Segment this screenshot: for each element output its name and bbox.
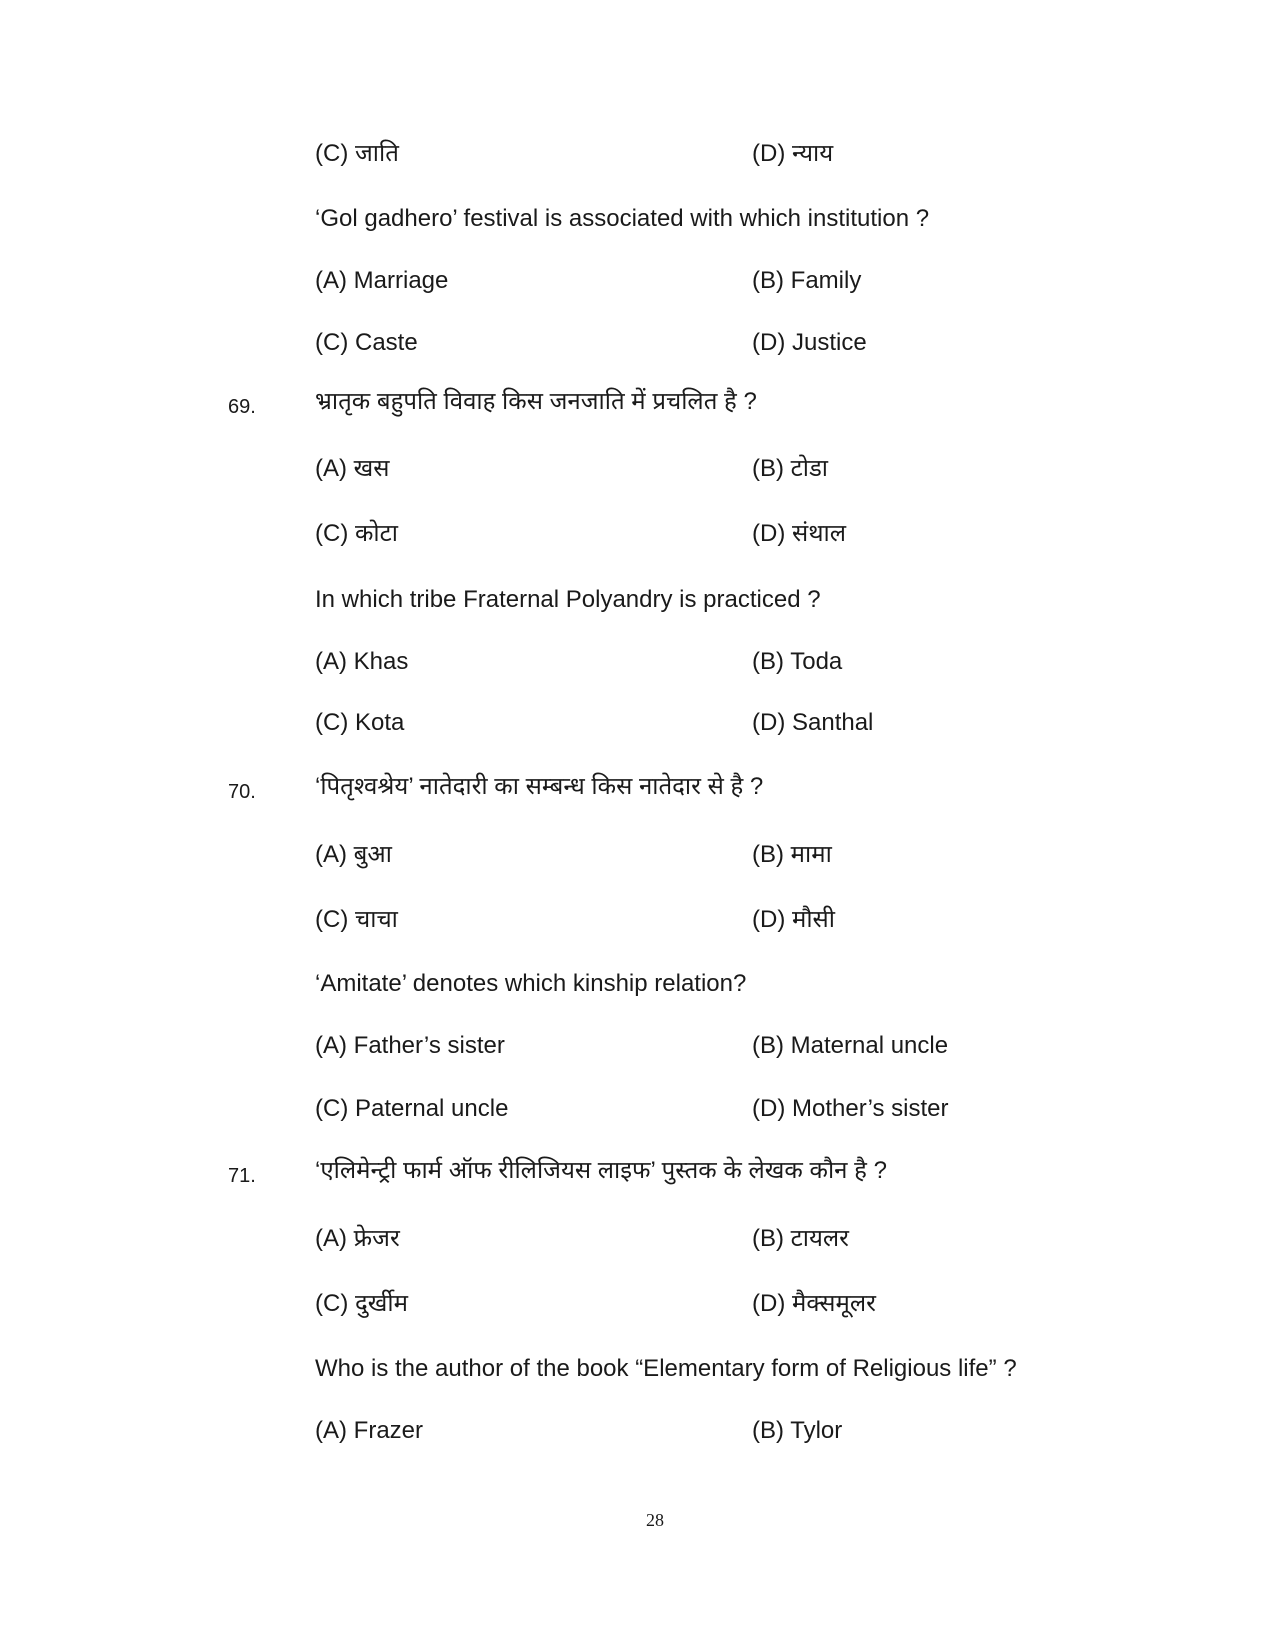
q68-english-option-c: (C) Caste xyxy=(315,329,418,356)
q69-hindi-stem: भ्रातृक बहुपति विवाह किस जनजाति में प्रचलित है ? xyxy=(315,388,757,415)
q68-english-option-d: (D) Justice xyxy=(752,329,867,356)
q70-english-stem: ‘Amitate’ denotes which kinship relation? xyxy=(315,970,747,997)
q69-english-stem: In which tribe Fraternal Polyandry is practiced ? xyxy=(315,586,821,613)
q68-english-option-a: (A) Marriage xyxy=(315,267,449,294)
q71-hindi-stem: ‘एलिमेन्ट्री फार्म ऑफ रीलिजियस लाइफ’ पुस्तक के लेखक कौन है ? xyxy=(315,1157,887,1184)
q69-english-option-c: (C) Kota xyxy=(315,709,405,736)
q70-number: 70. xyxy=(228,781,256,803)
q70-english-option-b: (B) Maternal uncle xyxy=(752,1032,949,1059)
q69-number: 69. xyxy=(228,396,256,418)
q68-hindi-option-d: (D) न्याय xyxy=(752,140,834,167)
q71-english-option-a: (A) Frazer xyxy=(315,1417,423,1444)
q71-number: 71. xyxy=(228,1165,256,1187)
q71-hindi-option-d: (D) मैक्समूलर xyxy=(752,1290,876,1317)
q69-hindi-option-b: (B) टोडा xyxy=(752,455,829,482)
q71-hindi-option-c: (C) दुर्खीम xyxy=(315,1290,408,1317)
q70-hindi-option-c: (C) चाचा xyxy=(315,906,398,933)
q68-english-stem: ‘Gol gadhero’ festival is associated with which institution ? xyxy=(315,205,930,232)
q70-english-option-a: (A) Father’s sister xyxy=(315,1032,505,1059)
q70-english-option-d: (D) Mother’s sister xyxy=(752,1095,949,1122)
q71-english-option-b: (B) Tylor xyxy=(752,1417,843,1444)
q69-hindi-option-a: (A) खस xyxy=(315,455,390,482)
q69-hindi-option-c: (C) कोटा xyxy=(315,520,398,547)
q71-hindi-option-b: (B) टायलर xyxy=(752,1225,849,1252)
q70-hindi-option-b: (B) मामा xyxy=(752,841,832,868)
q70-hindi-stem: ‘पितृश्वश्रेय’ नातेदारी का सम्बन्ध किस नातेदार से है ? xyxy=(315,773,764,800)
q69-english-option-a: (A) Khas xyxy=(315,648,409,675)
q69-hindi-option-d: (D) संथाल xyxy=(752,520,847,547)
q68-hindi-option-c: (C) जाति xyxy=(315,140,399,167)
q70-hindi-option-a: (A) बुआ xyxy=(315,841,392,868)
q70-hindi-option-d: (D) मौसी xyxy=(752,906,835,933)
q71-english-stem: Who is the author of the book “Elementary form of Religious life” ? xyxy=(315,1355,1017,1382)
q70-english-option-c: (C) Paternal uncle xyxy=(315,1095,509,1122)
q68-english-option-b: (B) Family xyxy=(752,267,862,294)
q69-english-option-d: (D) Santhal xyxy=(752,709,874,736)
q71-hindi-option-a: (A) फ्रेजर xyxy=(315,1225,400,1252)
q69-english-option-b: (B) Toda xyxy=(752,648,843,675)
page-number: 28 xyxy=(646,1510,664,1530)
